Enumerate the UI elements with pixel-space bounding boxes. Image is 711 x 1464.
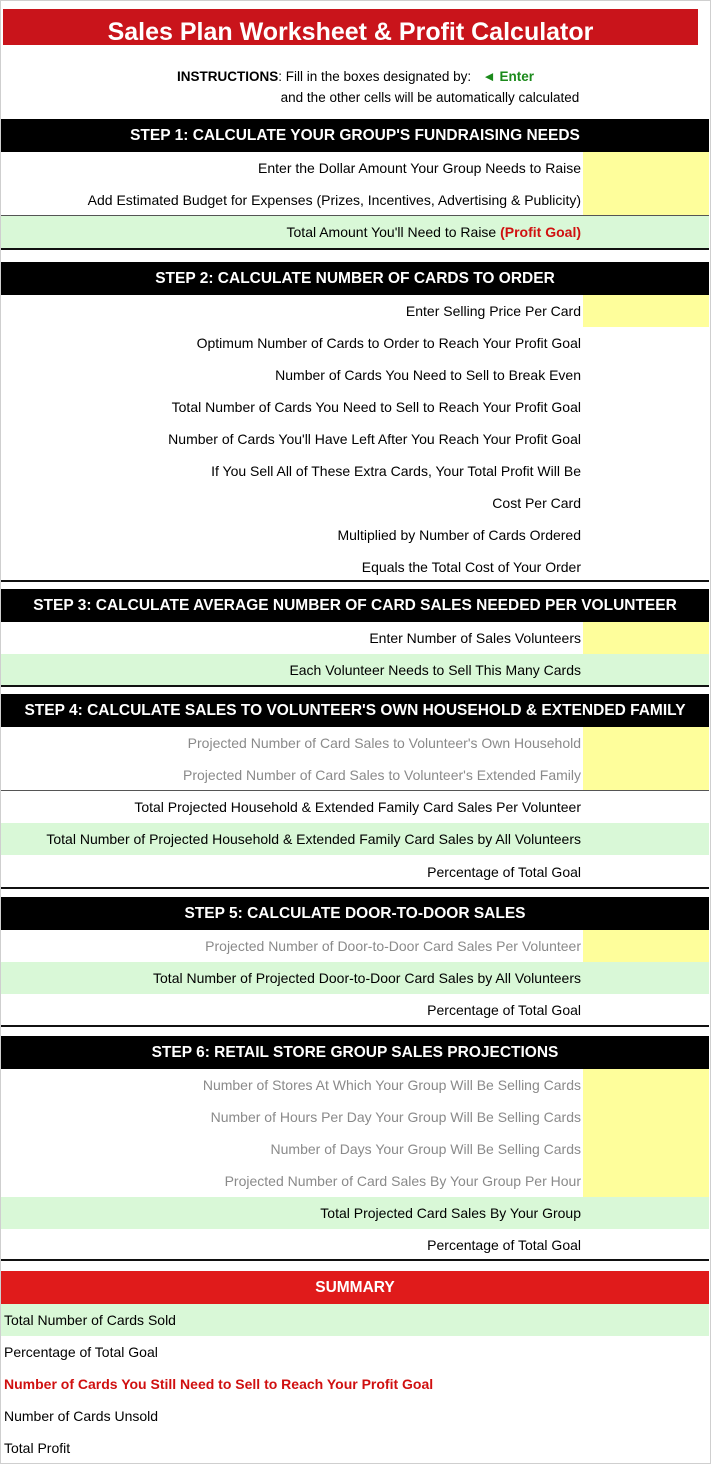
summary-row bbox=[1, 1432, 709, 1464]
row-label: Cost Per Card bbox=[492, 495, 581, 511]
row-label: Total Profit bbox=[4, 1440, 71, 1456]
summary-row bbox=[1, 1336, 709, 1368]
instructions-text: : Fill in the boxes designated by: bbox=[278, 69, 472, 84]
step1-header: STEP 1: CALCULATE YOUR GROUP'S FUNDRAISING NEEDS bbox=[1, 119, 709, 152]
summary-row bbox=[1, 1400, 709, 1432]
section-divider bbox=[1, 887, 709, 889]
row-label: Optimum Number of Cards to Order to Reach Your Profit Goal bbox=[196, 335, 581, 351]
step2-row bbox=[1, 359, 709, 391]
step2-row bbox=[1, 423, 709, 455]
step2-row bbox=[1, 455, 709, 487]
row-label: Equals the Total Cost of Your Order bbox=[361, 559, 581, 575]
row-label: Projected Number of Card Sales to Volunteer's Own Household bbox=[187, 735, 581, 751]
enter-marker: ◄ Enter bbox=[482, 69, 534, 84]
step2-row bbox=[1, 551, 709, 583]
profit-goal-label: (Profit Goal) bbox=[500, 224, 581, 240]
step6-row bbox=[1, 1101, 709, 1133]
step1-expenses-row bbox=[1, 184, 709, 216]
step6-row bbox=[1, 1229, 709, 1261]
row-label: Number of Cards You'll Have Left After You Reach Your Profit Goal bbox=[168, 431, 581, 447]
row-label: Total Number of Projected Door-to-Door Card Sales by All Volunteers bbox=[153, 970, 581, 986]
step3-row bbox=[1, 622, 709, 654]
section-divider bbox=[1, 1259, 709, 1261]
step2-row bbox=[1, 295, 709, 327]
row-label: Number of Hours Per Day Your Group Will Be Selling Cards bbox=[210, 1109, 581, 1125]
row-label: Projected Number of Card Sales to Volunteer's Extended Family bbox=[183, 767, 581, 783]
step2-header: STEP 2: CALCULATE NUMBER OF CARDS TO ORDER bbox=[1, 262, 709, 295]
step4-row bbox=[1, 791, 709, 823]
row-label: Percentage of Total Goal bbox=[427, 864, 581, 880]
row-label: Percentage of Total Goal bbox=[427, 1237, 581, 1253]
step4-row bbox=[1, 727, 709, 759]
row-label: Number of Cards You Need to Sell to Break Even bbox=[275, 367, 581, 383]
step2-row bbox=[1, 327, 709, 359]
step6-row bbox=[1, 1069, 709, 1101]
step2-row bbox=[1, 519, 709, 551]
row-label: If You Sell All of These Extra Cards, Your Total Profit Will Be bbox=[211, 463, 581, 479]
row-label: Projected Number of Card Sales By Your Group Per Hour bbox=[224, 1173, 581, 1189]
total-label: Total Amount You'll Need to Raise bbox=[286, 224, 501, 240]
section-divider bbox=[1, 248, 709, 250]
section-divider bbox=[1, 685, 709, 687]
step5-header: STEP 5: CALCULATE DOOR-TO-DOOR SALES bbox=[1, 897, 709, 930]
step1-total-row bbox=[1, 216, 709, 248]
row-label: Total Number of Cards You Need to Sell to Reach Your Profit Goal bbox=[171, 399, 581, 415]
step5-row bbox=[1, 930, 709, 962]
section-divider bbox=[1, 1025, 709, 1027]
row-label: Number of Cards You Still Need to Sell to Reach Your Profit Goal bbox=[4, 1376, 434, 1392]
instructions-line-2: and the other cells will be automatically calculated bbox=[280, 90, 580, 105]
row-label: Number of Days Your Group Will Be Selling Cards bbox=[270, 1141, 581, 1157]
step4-row bbox=[1, 823, 709, 855]
row-label: Total Number of Projected Household & Extended Family Card Sales by All Volunteers bbox=[46, 831, 581, 847]
step5-row bbox=[1, 962, 709, 994]
step4-row bbox=[1, 759, 709, 791]
step2-row bbox=[1, 391, 709, 423]
step2-row bbox=[1, 487, 709, 519]
row-label: Total Projected Household & Extended Family Card Sales Per Volunteer bbox=[134, 799, 581, 815]
summary-row bbox=[1, 1368, 709, 1400]
row-label: Add Estimated Budget for Expenses (Prizes, Incentives, Advertising & Publicity) bbox=[87, 192, 581, 208]
row-label bbox=[287, 216, 581, 248]
step6-row bbox=[1, 1133, 709, 1165]
step3-row bbox=[1, 654, 709, 686]
step1-dollar-amount-row bbox=[1, 152, 709, 184]
step5-row bbox=[1, 994, 709, 1026]
row-label: Multiplied by Number of Cards Ordered bbox=[337, 527, 581, 543]
row-label: Number of Cards Unsold bbox=[4, 1408, 159, 1424]
instructions-line-1 bbox=[0, 69, 711, 84]
row-label: Percentage of Total Goal bbox=[427, 1002, 581, 1018]
instructions-label: INSTRUCTIONS bbox=[176, 69, 279, 84]
step4-row bbox=[1, 856, 709, 888]
summary-row bbox=[1, 1304, 709, 1336]
row-label: Number of Stores At Which Your Group Will Be Selling Cards bbox=[202, 1077, 581, 1093]
step3-header: STEP 3: CALCULATE AVERAGE NUMBER OF CARD SALES NEEDED PER VOLUNTEER bbox=[1, 589, 709, 622]
row-label: Percentage of Total Goal bbox=[4, 1344, 158, 1360]
page-title: Sales Plan Worksheet & Profit Calculator bbox=[3, 9, 698, 45]
row-label: Enter Number of Sales Volunteers bbox=[369, 630, 581, 646]
row-label: Each Volunteer Needs to Sell This Many Cards bbox=[289, 662, 581, 678]
summary-header: SUMMARY bbox=[1, 1271, 709, 1304]
row-label: Total Number of Cards Sold bbox=[4, 1312, 176, 1328]
step6-row bbox=[1, 1197, 709, 1229]
section-divider bbox=[1, 580, 709, 582]
step6-header: STEP 6: RETAIL STORE GROUP SALES PROJECTIONS bbox=[1, 1036, 709, 1069]
row-label: Projected Number of Door-to-Door Card Sales Per Volunteer bbox=[205, 938, 581, 954]
step6-row bbox=[1, 1165, 709, 1197]
row-label: Enter the Dollar Amount Your Group Needs to Raise bbox=[258, 160, 581, 176]
step4-header: STEP 4: CALCULATE SALES TO VOLUNTEER'S OWN HOUSEHOLD & EXTENDED FAMILY bbox=[1, 694, 709, 727]
row-label: Enter Selling Price Per Card bbox=[405, 303, 581, 319]
row-label: Total Projected Card Sales By Your Group bbox=[320, 1205, 581, 1221]
